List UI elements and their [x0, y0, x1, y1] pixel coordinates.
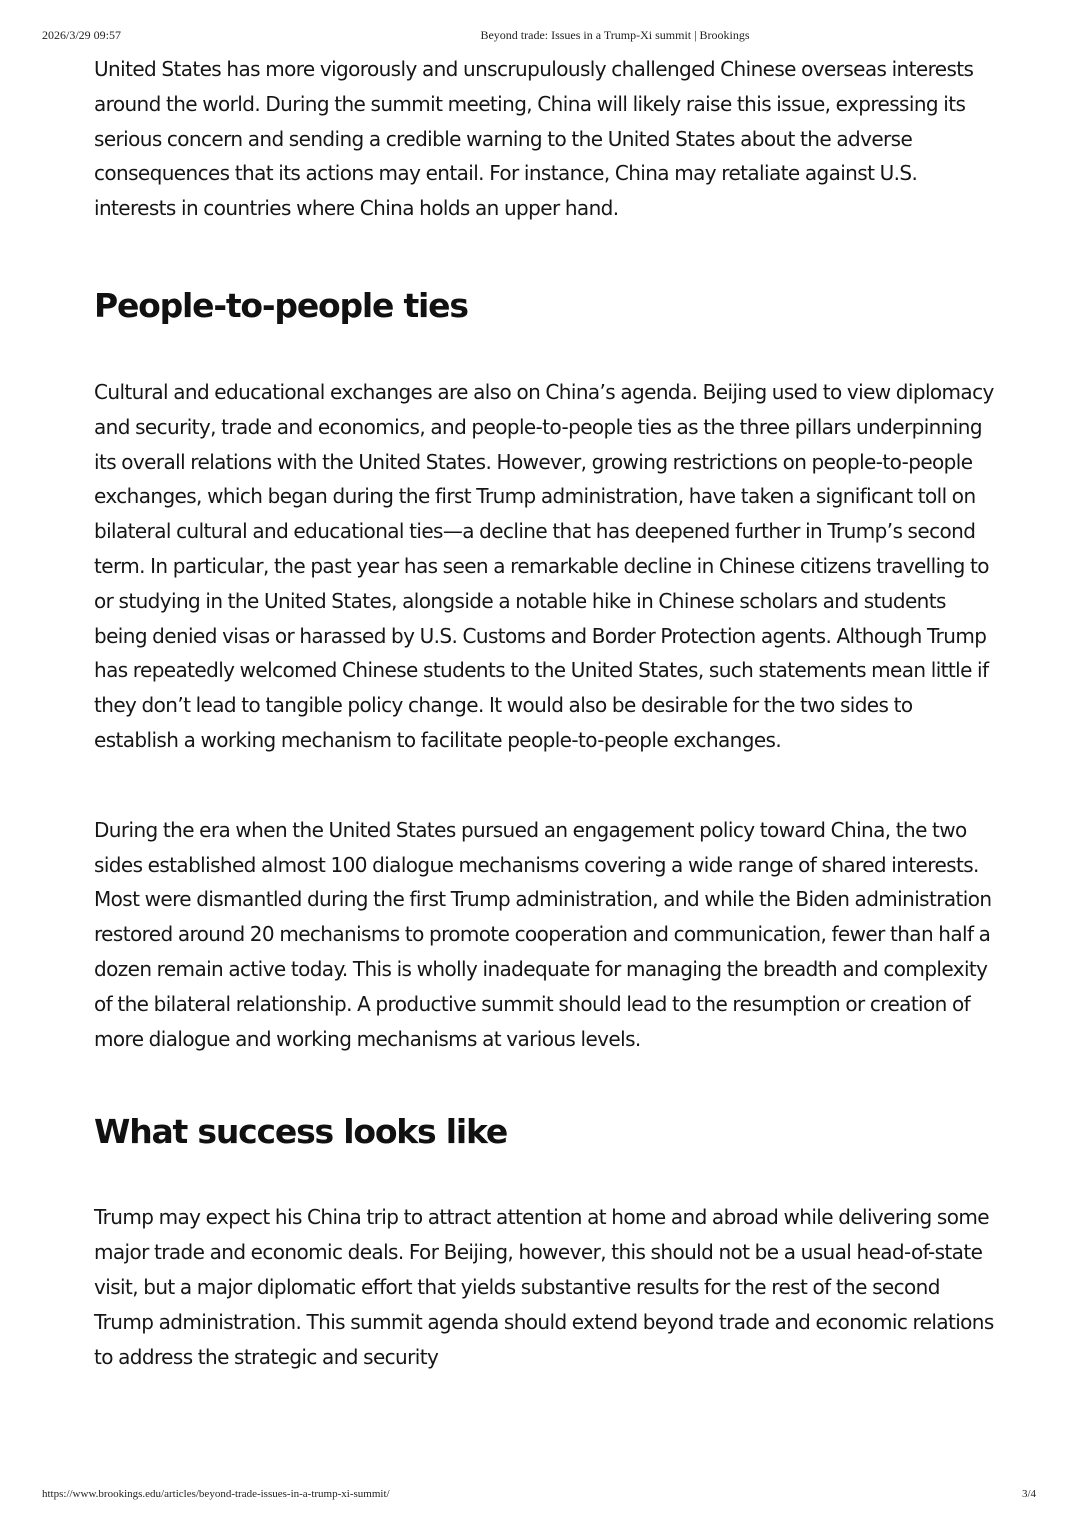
paragraph-cultural-exchanges: Cultural and educational exchanges are also on China’s agenda. Beijing used to view diplomacy and security, trade and economics, and people-to-people ties as the three pillars underpinning its overall relations with the United States. However, growing restrictions on people-to-people exchanges, which began during the first Trump administration, have taken a significant toll on bilateral cultural and educational ties—a decline that has deepened further in Trump’s second term. In particular, the past year has seen a remarkable decline in Chinese citizens travelling to or studying in the United States, alongside a notable hike in Chinese scholars and students being denied visas or harassed by U.S. Customs and Border Protection agents. Although Trump has repeatedly welcomed Chinese students to the United States, such statements mean little if they don’t lead to tangible policy change. It would also be desirable for the two sides to establish a working mechanism to facilitate people-to-people exchanges. — [94, 379, 994, 752]
print-header-title: Beyond trade: Issues in a Trump-Xi summit | Brookings — [480, 28, 750, 42]
print-footer-url: https://www.brookings.edu/articles/beyond-trade-issues-in-a-trump-xi-summit/ — [42, 1488, 390, 1500]
heading-people-to-people-ties: People-to-people ties — [94, 285, 468, 325]
heading-what-success-looks-like: What success looks like — [94, 1112, 508, 1152]
paragraph-dialogue-mechanisms: During the era when the United States pursued an engagement policy toward China, the two sides established almost 100 dialogue mechanisms covering a wide range of shared interests. Most were dismantled during the first Trump administration, and while the Biden administration restored around 20 mechanisms to promote cooperation and communication, fewer than half a dozen remain active today. This is wholly inadequate for managing the breadth and complexity of the bilateral relationship. A productive summit should lead to the resumption or creation of more dialogue and working mechanisms at various levels. — [94, 817, 992, 1051]
paragraph-intro: United States has more vigorously and unscrupulously challenged Chinese overseas interests around the world. During the summit meeting, China will likely raise this issue, expressing its serious concern and sending a credible warning to the United States about the adverse consequences that its actions may entail. For instance, China may retaliate against U.S. interests in countries where China holds an upper hand. — [94, 57, 974, 221]
print-header-datetime: 2026/3/29 09:57 — [42, 28, 122, 42]
print-footer-page-number: 3/4 — [1021, 1488, 1036, 1500]
article-body — [94, 52, 994, 1374]
paragraph-success: Trump may expect his China trip to attract attention at home and abroad while delivering some major trade and economic deals. For Beijing, however, this should not be a usual head-of-state visit, but a major diplomatic effort that yields substantive results for the rest of the second Trump administration. This summit agenda should extend beyond trade and economic relations to address the strategic and security — [94, 1205, 994, 1369]
